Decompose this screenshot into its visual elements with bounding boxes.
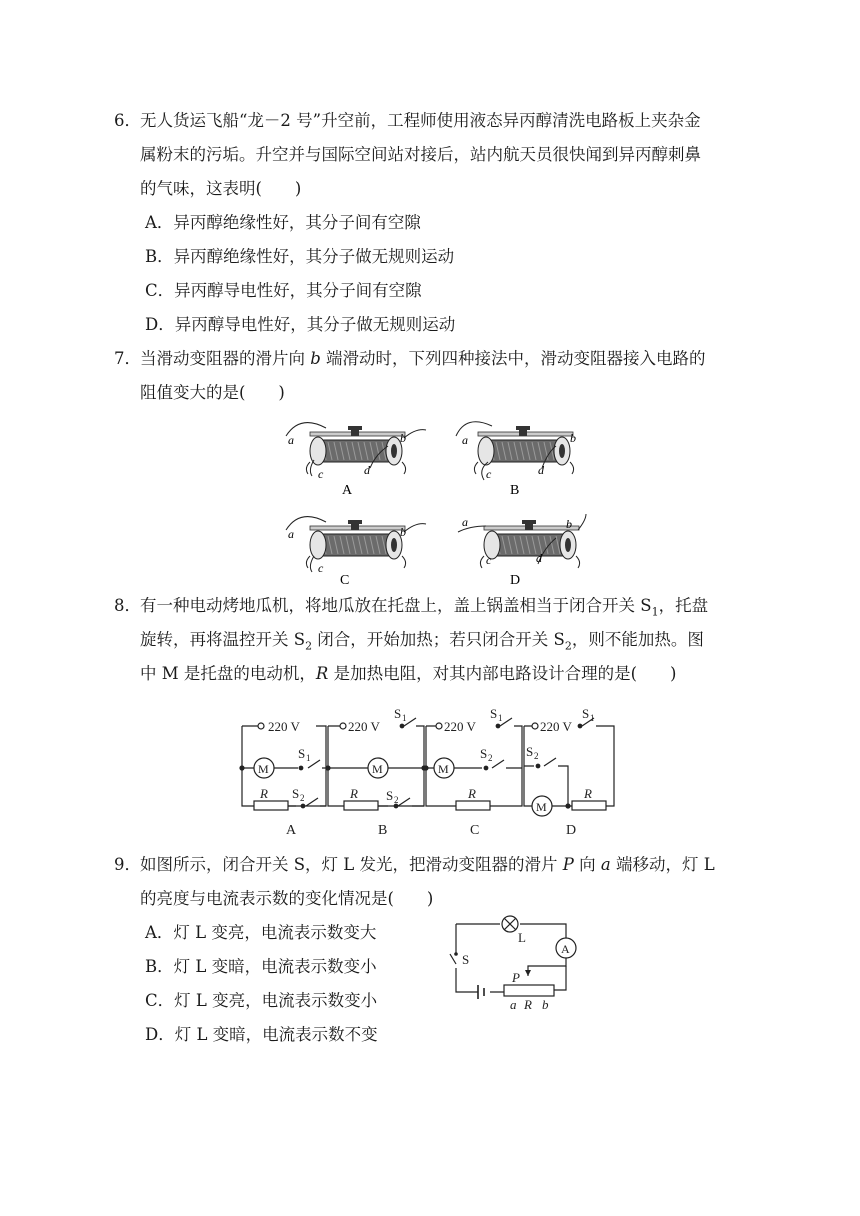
q8-b-s1-sub: 1 (402, 713, 407, 723)
q8-d-motor: M (536, 800, 547, 814)
q8-c-s1-sub: 1 (498, 713, 503, 723)
q7-d-term-d: d (536, 551, 542, 565)
q7-label-d: D (510, 573, 521, 588)
q6-stem-line3: 的气味，这表明( ) (140, 179, 302, 198)
q7-d-term-a: a (462, 515, 468, 529)
q9-stem-line2: 的亮度与电流表示数的变化情况是( ) (140, 889, 434, 908)
q9-lamp-label: L (518, 930, 526, 945)
q8-a-s2: S (292, 786, 300, 801)
q6-option-b: B．异丙醇绝缘性好，其分子做无规则运动 (145, 247, 455, 266)
q9-number: 9． (114, 855, 141, 874)
q7-b-term-c: c (486, 467, 492, 481)
q9-term-a: a (510, 997, 517, 1012)
q9-switch-label: S (462, 952, 470, 967)
q8-stem-line2: 旋转，再将温控开关 $S_2$ 闭合，开始加热；若只闭合开关 $S_2$，则不能加热。图 (140, 630, 704, 653)
q8-a-s2-sub: 2 (300, 793, 305, 803)
q6-option-c: C．异丙醇导电性好，其分子间有空隙 (145, 281, 422, 300)
q7-d-term-b: b (566, 517, 572, 531)
q9-rheostat-label: R (524, 997, 532, 1012)
q8-d-s2: S (526, 744, 534, 759)
q7-label-a: A (342, 483, 353, 498)
q9-ammeter-label: A (561, 942, 570, 956)
q8-b-s2-sub: 2 (394, 795, 399, 805)
q8-c-resistor: R (468, 786, 476, 801)
q7-b-term-d: d (538, 463, 544, 477)
q9-slider-label: P (512, 970, 520, 985)
q7-number: 7． (114, 349, 141, 368)
q8-a-motor: M (258, 762, 269, 776)
q9-option-c: C．灯 L 变亮，电流表示数变小 (145, 991, 378, 1010)
q6-stem-line2: 属粉末的污垢。升空并与国际空间站对接后，站内航天员很快闻到异丙醇刺鼻 (140, 145, 701, 164)
q7-d-term-c: c (486, 553, 492, 567)
q8-b-s1: S (394, 706, 402, 721)
q8-number: 8． (114, 596, 141, 615)
q7-rheostat-figure (280, 412, 590, 588)
q9-stem-line1: 如图所示，闭合开关 S，灯 L 发光，把滑动变阻器的滑片 P 向 a 端移动，灯 L (140, 855, 715, 874)
q8-a-voltage: 220 V (268, 719, 300, 734)
q9-option-b: B．灯 L 变暗，电流表示数变小 (145, 957, 377, 976)
q7-label-c: C (340, 573, 350, 588)
q6-number: 6． (114, 111, 141, 130)
q8-stem-line1: 有一种电动烤地瓜机，将地瓜放在托盘上，盖上锅盖相当于闭合开关 $S_1$，托盘 (140, 596, 709, 619)
q8-d-s1-sub: 1 (590, 713, 595, 723)
q8-c-voltage: 220 V (444, 719, 476, 734)
q7-c-term-b: b (400, 525, 406, 539)
q8-label-b: B (378, 823, 388, 838)
q7-b-term-a: a (462, 433, 468, 447)
q7-a-term-a: a (288, 433, 294, 447)
q7-b-term-b: b (570, 431, 576, 445)
q8-label-d: D (566, 823, 577, 838)
q7-c-term-c: c (318, 561, 324, 575)
q7-label-b: B (510, 483, 520, 498)
q7-a-term-b: b (400, 431, 406, 445)
q8-stem-line3: 中 M 是托盘的电动机，R 是加热电阻，对其内部电路设计合理的是( ) (140, 664, 677, 683)
q8-label-c: C (470, 823, 480, 838)
q9-term-b: b (542, 997, 549, 1012)
q8-circuit-figure (236, 706, 620, 840)
q8-c-s1: S (490, 706, 498, 721)
q8-a-s1: S (298, 746, 306, 761)
q8-b-voltage: 220 V (348, 719, 380, 734)
q6-option-d: D．异丙醇导电性好，其分子做无规则运动 (145, 315, 456, 334)
q7-a-term-d: d (364, 463, 370, 477)
q7-stem-line2: 阻值变大的是( ) (140, 383, 285, 402)
q8-d-voltage: 220 V (540, 719, 572, 734)
q7-c-term-a: a (288, 527, 294, 541)
q6-option-a: A．异丙醇绝缘性好，其分子间有空隙 (145, 213, 421, 232)
q9-option-d: D．灯 L 变暗，电流表示数不变 (145, 1025, 378, 1044)
q8-a-resistor: R (260, 786, 268, 801)
q9-option-a: A．灯 L 变亮，电流表示数变大 (145, 923, 377, 942)
q8-b-s2: S (386, 788, 394, 803)
q8-b-resistor: R (350, 786, 358, 801)
q8-d-s2-sub: 2 (534, 751, 539, 761)
q7-stem-line1: 当滑动变阻器的滑片向 b 端滑动时，下列四种接法中，滑动变阻器接入电路的 (140, 349, 706, 368)
q9-circuit-figure (440, 912, 590, 1012)
q8-b-motor: M (372, 762, 383, 776)
q6-stem-line1: 无人货运飞船“龙－2 号”升空前，工程师使用液态异丙醇清洗电路板上夹杂金 (140, 111, 701, 130)
q8-c-s2: S (480, 746, 488, 761)
q8-c-s2-sub: 2 (488, 753, 493, 763)
q8-d-resistor: R (584, 786, 592, 801)
q8-c-motor: M (438, 762, 449, 776)
q7-a-term-c: c (318, 467, 324, 481)
q8-label-a: A (286, 823, 297, 838)
q8-d-s1: S (582, 706, 590, 721)
q8-a-s1-sub: 1 (306, 753, 311, 763)
